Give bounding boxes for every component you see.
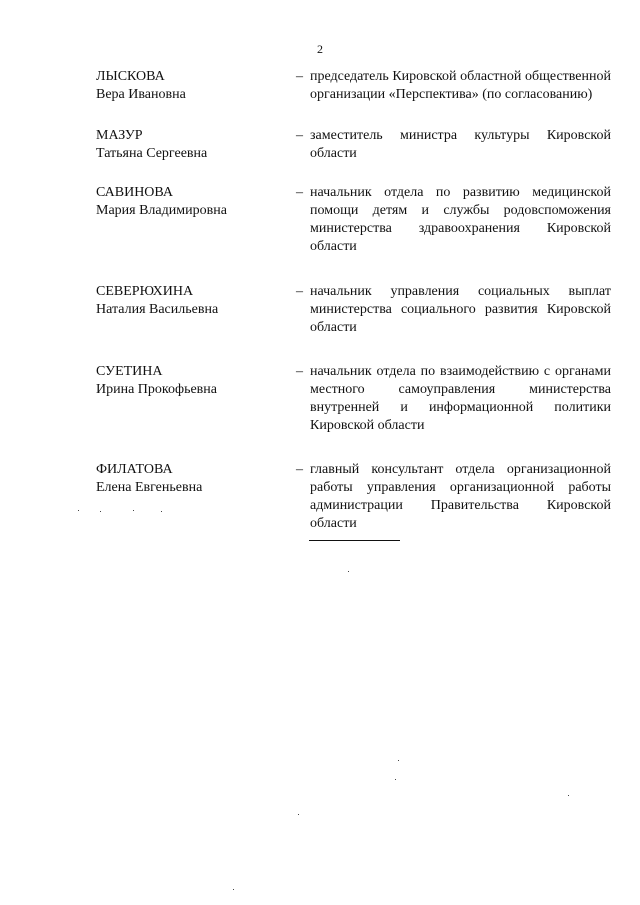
member-position: главный консультант отдела организационной работы управления организационной работы администрации Правительства Кировской области bbox=[310, 462, 611, 531]
member-given-names: Вера Ивановна bbox=[96, 87, 186, 102]
member-name bbox=[96, 184, 296, 256]
member-surname: СЕВЕРЮХИНА bbox=[96, 284, 194, 299]
dash-separator: – bbox=[296, 284, 303, 299]
dash-separator: – bbox=[296, 185, 303, 200]
dash-separator: – bbox=[296, 69, 303, 84]
member-surname: ЛЫСКОВА bbox=[96, 69, 165, 84]
scan-speck bbox=[348, 571, 349, 572]
dash-separator: – bbox=[296, 462, 303, 477]
member-name bbox=[96, 461, 296, 533]
member-position: начальник отдела по взаимодействию с органами местного самоуправления министерства внутренней и информационной политики Кировской области bbox=[310, 364, 611, 433]
scan-speck bbox=[398, 760, 399, 761]
member-surname: САВИНОВА bbox=[96, 185, 173, 200]
member-name bbox=[96, 68, 296, 104]
member-position: председатель Кировской областной общественной организации «Перспектива» (по согласованию) bbox=[310, 69, 611, 102]
list-item bbox=[96, 127, 611, 163]
scan-speck bbox=[100, 511, 101, 512]
member-position: начальник управления социальных выплат министерства социального развития Кировской области bbox=[310, 284, 611, 335]
list-item bbox=[96, 283, 611, 337]
scan-speck bbox=[395, 779, 396, 780]
scan-speck bbox=[78, 510, 79, 511]
list-item bbox=[96, 184, 611, 256]
member-given-names: Татьяна Сергеевна bbox=[96, 146, 208, 161]
member-list bbox=[96, 68, 611, 555]
list-item bbox=[96, 363, 611, 435]
member-surname: ФИЛАТОВА bbox=[96, 462, 173, 477]
dash-separator: – bbox=[296, 128, 303, 143]
scan-speck bbox=[161, 511, 162, 512]
page-number: 2 bbox=[317, 42, 323, 56]
scan-speck bbox=[133, 510, 134, 511]
scan-speck bbox=[233, 889, 234, 890]
scan-speck bbox=[298, 814, 299, 815]
list-item bbox=[96, 461, 611, 533]
dash-separator: – bbox=[296, 364, 303, 379]
member-given-names: Елена Евгеньевна bbox=[96, 480, 203, 495]
member-position: начальник отдела по развитию медицинской помощи детям и службы родовспоможения министерства здравоохранения Кировской области bbox=[310, 185, 611, 254]
member-name bbox=[96, 283, 296, 337]
member-name bbox=[96, 127, 296, 163]
member-position: заместитель министра культуры Кировской области bbox=[310, 128, 611, 161]
scan-speck bbox=[568, 795, 569, 796]
member-given-names: Наталия Васильевна bbox=[96, 302, 219, 317]
list-item bbox=[96, 68, 611, 104]
member-given-names: Мария Владимировна bbox=[96, 203, 227, 218]
member-surname: МАЗУР bbox=[96, 128, 143, 143]
member-given-names: Ирина Прокофьевна bbox=[96, 382, 217, 397]
member-name bbox=[96, 363, 296, 435]
member-surname: СУЕТИНА bbox=[96, 364, 163, 379]
closing-rule bbox=[309, 540, 400, 541]
